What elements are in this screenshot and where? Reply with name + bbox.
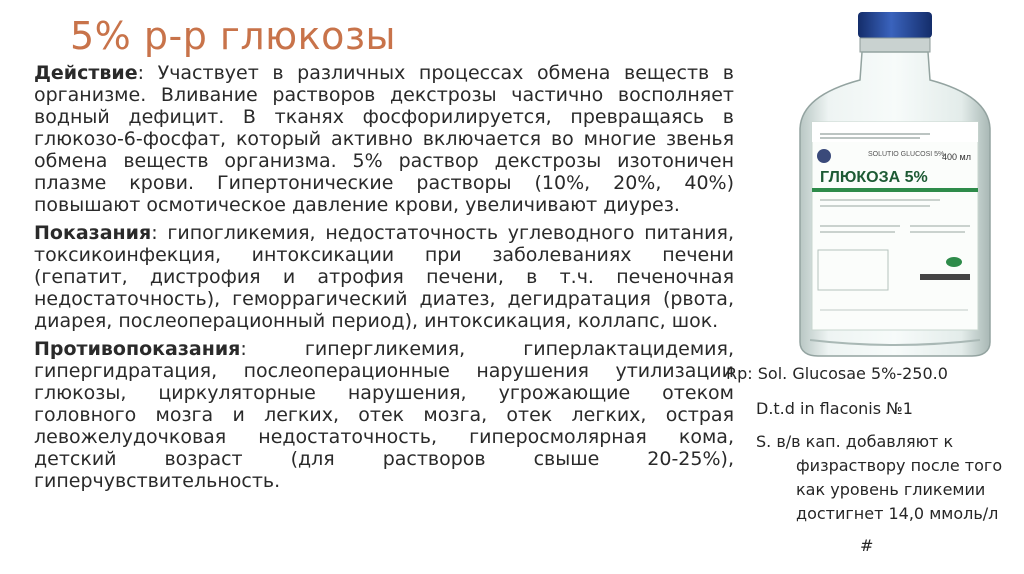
- bottle-cap: [858, 12, 932, 38]
- glucose-bottle-image: [790, 10, 1000, 358]
- action-text: : Участвует в различных процессах обмена веществ в организме. Вливание растворов декстрозы частично восполняет водный дефицит. В тканях фосфорилируется, превращаясь в глюкозо-6-фосфат, который активно включается во многие звенья обмена веществ организма. 5% раствор декстрозы изотоничен плазме крови. Гипертонические растворы (10%, 20%, 40%) повышают осмотическое давление крови, увеличивают диурез.: [34, 62, 734, 216]
- indications-paragraph: [34, 222, 734, 332]
- contraindications-paragraph: [34, 338, 734, 492]
- bottle-latin-name: SOLUTIO GLUCOSI 5%: [868, 151, 945, 158]
- prescription-line-rp: Rp: Sol. Glucosae 5%-250.0: [726, 364, 948, 383]
- indications-text: : гипогликемия, недостаточность углеводного питания, токсикоинфекция, интоксикации при заболеваниях печени (гепатит, дистрофия и атрофия печени, в т.ч. печеночная недостаточность), геморрагический диатез, дегидратация (рвота, диарея, послеоперационный период), интоксикация, коллапс, шок.: [34, 222, 734, 332]
- prescription-line-signa: S. в/в кап. добавляют к: [756, 432, 954, 451]
- indications-label: Показания: [34, 222, 152, 244]
- prescription-line-6: достигнет 14,0 ммоль/л: [796, 504, 999, 523]
- action-label: Действие: [34, 62, 138, 84]
- slide-title: 5% р-р глюкозы: [70, 14, 397, 58]
- contraindications-label: Противопоказания: [34, 338, 241, 360]
- bottle-brand-name: ГЛЮКОЗА 5%: [820, 169, 928, 186]
- main-text: [34, 62, 734, 498]
- bottle-volume: 400 мл: [942, 152, 971, 162]
- prescription-hash: #: [860, 536, 874, 555]
- contraindications-text: : гипергликемия, гиперлактацидемия, гипергидратация, послеоперационные нарушения утилизации глюкозы, циркуляторные нарушения, угрожающие отеком головного мозга и легких, отек мозга, отек легких, острая левожелудочковая недостаточность, гиперосмолярная кома, детский возраст (для растворов свыше 20-25%), гиперчувствительность.: [34, 338, 734, 492]
- prescription-line-dtd: D.t.d in flaconis №1: [756, 399, 913, 418]
- prescription-line-4: физраствору после того: [796, 456, 1003, 475]
- prescription-line-5: как уровень гликемии: [796, 480, 986, 499]
- action-paragraph: [34, 62, 734, 216]
